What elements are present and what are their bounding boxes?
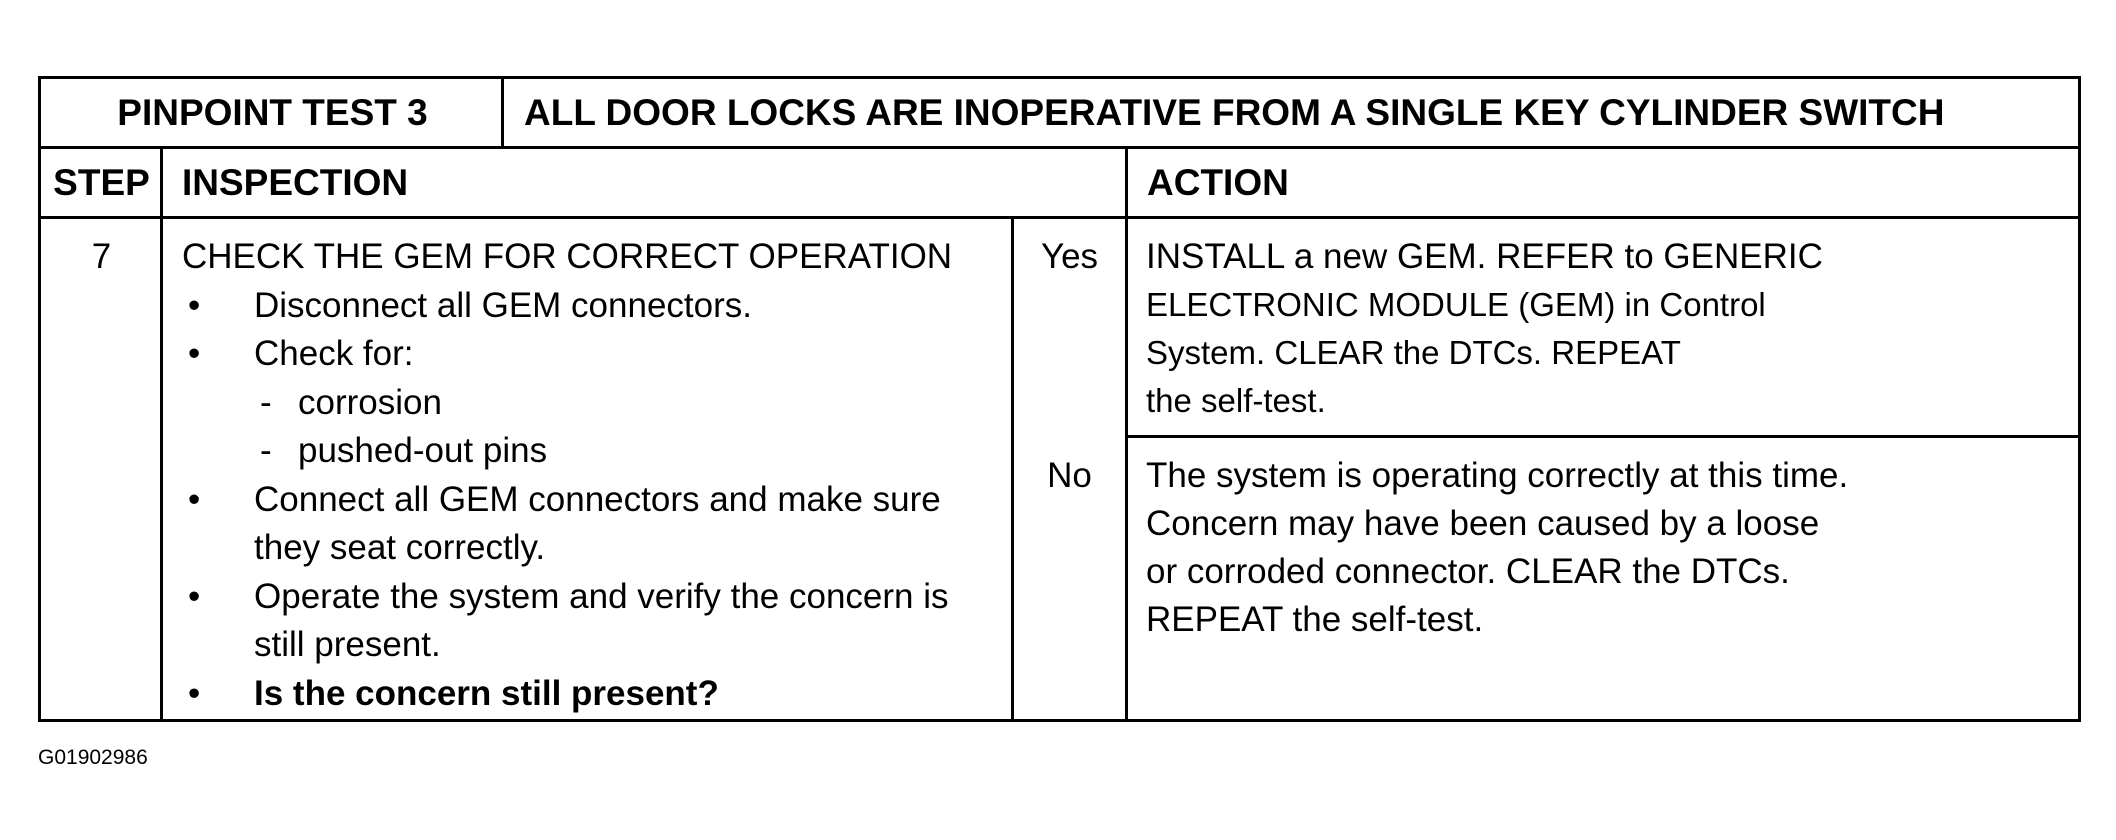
bullet-icon: • xyxy=(188,479,201,519)
action-line: Concern may have been caused by a loose xyxy=(1146,504,1820,543)
bullet-icon: • xyxy=(188,285,201,325)
list-item-continuation xyxy=(182,621,1122,670)
sub-list-item-text: pushed-out pins xyxy=(298,431,548,470)
action-line: REPEAT the self-test. xyxy=(1146,600,1484,639)
action-line: or corroded connector. CLEAR the DTCs. xyxy=(1146,552,1790,591)
list-item-text: Operate the system and verify the concern is xyxy=(254,576,949,616)
list-item-continuation xyxy=(182,524,1122,573)
pinpoint-test-label: PINPOINT TEST 3 xyxy=(117,92,428,133)
action-line: the self-test. xyxy=(1146,382,1326,419)
answer-yes-label: Yes xyxy=(1040,237,1099,276)
list-item-text: Check for: xyxy=(254,334,414,373)
bullet-icon: • xyxy=(188,673,201,713)
pinpoint-test-title: ALL DOOR LOCKS ARE INOPERATIVE FROM A SINGLE KEY CYLINDER SWITCH xyxy=(524,92,1945,133)
sub-list-item xyxy=(182,379,1122,428)
action-line: INSTALL a new GEM. REFER to GENERIC xyxy=(1146,237,1823,276)
action-line: The system is operating correctly at this time. xyxy=(1146,456,1849,495)
dash-icon: - xyxy=(260,382,272,422)
sub-list-item-text: corrosion xyxy=(298,382,442,422)
inspection-title xyxy=(182,233,1122,282)
dash-icon: - xyxy=(260,431,272,470)
list-item xyxy=(182,573,1122,622)
column-header-action: ACTION xyxy=(1147,162,1289,203)
list-item xyxy=(182,282,1122,331)
column-header-inspection: INSPECTION xyxy=(182,162,409,203)
inspection-question: Is the concern still present? xyxy=(254,673,719,713)
step-number: 7 xyxy=(91,237,112,276)
bullet-icon: • xyxy=(188,576,201,616)
list-item-text: they seat correctly. xyxy=(254,528,546,567)
answer-no-label: No xyxy=(1047,456,1092,495)
figure-code: G01902986 xyxy=(38,746,148,769)
list-item xyxy=(182,476,1122,525)
list-item xyxy=(182,330,1122,379)
list-item-text: still present. xyxy=(254,625,441,664)
list-item-text: Disconnect all GEM connectors. xyxy=(254,285,752,325)
sub-list-item xyxy=(182,427,1122,476)
inspection-title-text: CHECK THE GEM FOR CORRECT OPERATION xyxy=(182,237,953,276)
action-line: ELECTRONIC MODULE (GEM) in Control xyxy=(1146,286,1766,323)
action-line: System. CLEAR the DTCs. REPEAT xyxy=(1146,334,1681,371)
column-header-step: STEP xyxy=(53,162,150,203)
list-item-text: Connect all GEM connectors and make sure xyxy=(254,479,941,519)
pinpoint-test-table xyxy=(38,76,2081,722)
no-action-cell xyxy=(1128,438,2081,644)
bullet-icon: • xyxy=(188,334,201,373)
yes-action-cell xyxy=(1128,219,2081,425)
list-item xyxy=(182,670,1122,719)
inspection-cell xyxy=(162,219,1122,718)
